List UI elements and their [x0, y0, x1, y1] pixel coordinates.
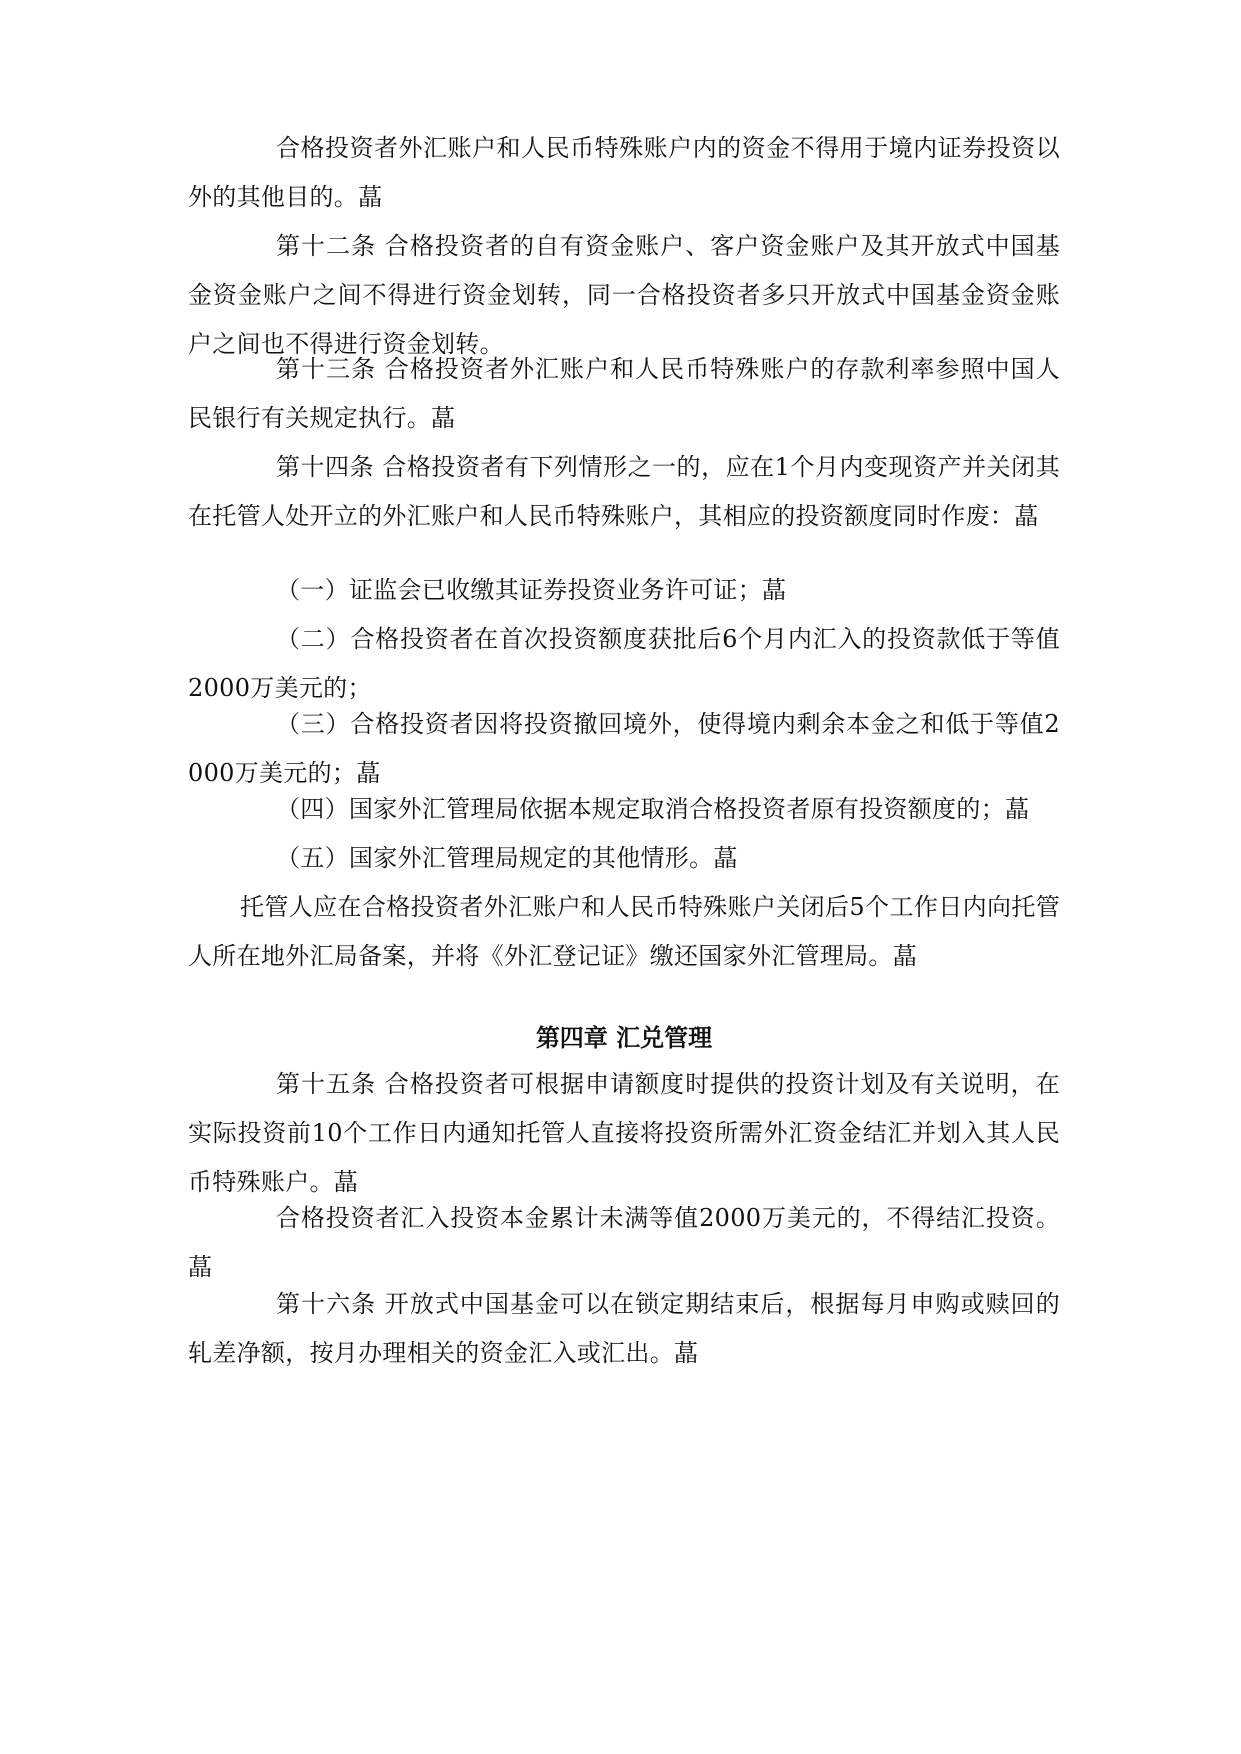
- paragraph-article-15: 第十五条 合格投资者可根据申请额度时提供的投资计划及有关说明，在实际投资前10个工作日内通知托管人直接将投资所需外汇资金结汇并划入其人民币特殊账户。蕌: [188, 1070, 1060, 1196]
- paragraph-article-14: 第十四条 合格投资者有下列情形之一的，应在1个月内变现资产并关闭其在托管人处开立的外汇账户和人民币特殊账户，其相应的投资额度同时作废：蕌: [188, 453, 1060, 530]
- list-item-3: （三）合格投资者因将投资撤回境外，使得境内剩余本金之和低于等值2000万美元的；蕌: [188, 710, 1060, 787]
- list-item-1: （一）证监会已收缴其证券投资业务许可证；蕌: [276, 576, 787, 604]
- paragraph-article-12: 第十二条 合格投资者的自有资金账户、客户资金账户及其开放式中国基金资金账户之间不得进行资金划转，同一合格投资者多只开放式中国基金资金账户之间也不得进行资金划转。: [188, 232, 1060, 358]
- paragraph-fund-use: 合格投资者外汇账户和人民币特殊账户内的资金不得用于境内证券投资以外的其他目的。蕌: [188, 134, 1060, 211]
- list-item-2: （二）合格投资者在首次投资额度获批后6个月内汇入的投资款低于等值2000万美元的；: [188, 625, 1060, 702]
- list-item-4: （四）国家外汇管理局依据本规定取消合格投资者原有投资额度的；蕌: [276, 795, 1030, 823]
- document-page: [188, 0, 1060, 1754]
- paragraph-article-16: 第十六条 开放式中国基金可以在锁定期结束后，根据每月申购或赎回的轧差净额，按月办理相关的资金汇入或汇出。蕌: [188, 1290, 1060, 1367]
- paragraph-principal-threshold: 合格投资者汇入投资本金累计未满等值2000万美元的，不得结汇投资。蕌: [188, 1204, 1060, 1281]
- list-item-5: （五）国家外汇管理局规定的其他情形。蕌: [276, 844, 738, 872]
- chapter-heading: 第四章 汇兑管理: [535, 1024, 713, 1052]
- paragraph-custodian-filing: 托管人应在合格投资者外汇账户和人民币特殊账户关闭后5个工作日内向托管人所在地外汇局备案，并将《外汇登记证》缴还国家外汇管理局。蕌: [188, 893, 1060, 970]
- paragraph-article-13: 第十三条 合格投资者外汇账户和人民币特殊账户的存款利率参照中国人民银行有关规定执行。蕌: [188, 355, 1060, 432]
